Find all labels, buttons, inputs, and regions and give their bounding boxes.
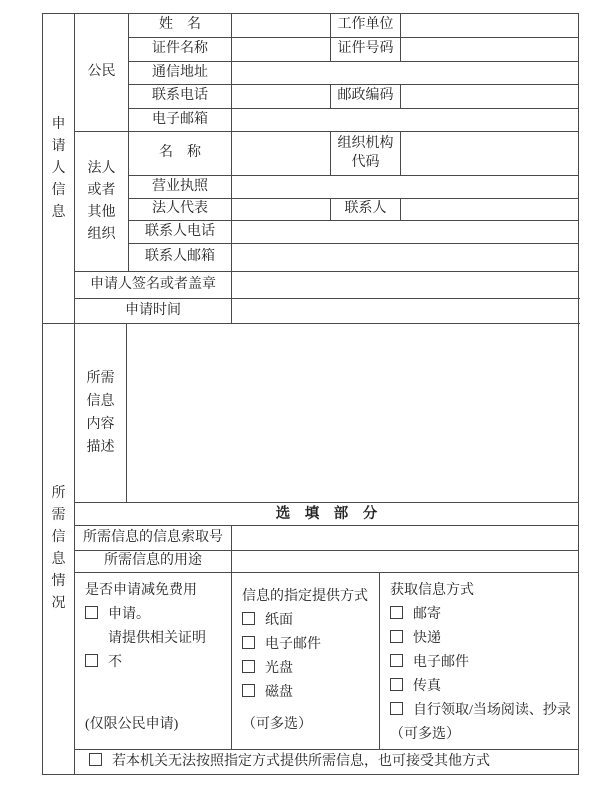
provide-method-footnote: （可多选） [242, 717, 312, 732]
input-cell-work-unit[interactable] [401, 14, 579, 38]
input-cell-info-index-no[interactable] [232, 526, 579, 551]
checkbox-label: 电子邮件 [265, 637, 321, 652]
checkbox-label: 自行领取/当场阅读、抄录 [413, 703, 571, 718]
other-method-label: 若本机关无法按照指定方式提供所需信息，也可接受其他方式 [112, 753, 490, 769]
label-legal-rep: 法人代表 [129, 199, 232, 221]
input-cell-business-license[interactable] [232, 176, 579, 199]
section-label-required-info [43, 324, 75, 775]
application-form [42, 13, 578, 775]
provide-method-cell [232, 573, 380, 750]
checkbox-label: 电子邮件 [413, 655, 469, 670]
input-cell-postcode[interactable] [401, 85, 579, 109]
label-postcode: 邮政编码 [331, 85, 401, 109]
checkbox-label: 纸面 [265, 613, 293, 628]
label-cert-name: 证件名称 [129, 38, 232, 62]
checkbox-option-fax[interactable] [390, 675, 574, 699]
label-signature: 申请人签名或者盖章 [75, 272, 232, 299]
label-info-index-no: 所需信息的信息索取号 [75, 526, 232, 551]
group-label-legal-org [75, 132, 129, 272]
checkbox-label: 不 [108, 655, 122, 670]
checkbox-icon[interactable] [242, 684, 255, 697]
checkbox-icon[interactable] [85, 606, 98, 619]
checkbox-option-express[interactable] [390, 627, 574, 651]
checkbox-label: 传真 [413, 679, 441, 694]
input-cell-contact[interactable] [401, 199, 579, 221]
checkbox-icon[interactable] [390, 630, 403, 643]
required-info-table [42, 323, 579, 775]
obtain-method-title: 获取信息方式 [390, 583, 474, 598]
label-business-license: 营业执照 [129, 176, 232, 199]
input-cell-name[interactable] [232, 14, 331, 38]
checkbox-option-disk[interactable] [242, 681, 375, 705]
provide-method-title: 信息的指定提供方式 [242, 589, 368, 604]
label-work-unit: 工作单位 [331, 14, 401, 38]
group-label-citizen: 公民 [75, 14, 129, 132]
checkbox-icon[interactable] [390, 606, 403, 619]
label-email: 电子邮箱 [129, 109, 232, 132]
label-cert-no: 证件号码 [331, 38, 401, 62]
fee-waiver-title: 是否申请减免费用 [85, 583, 197, 598]
applicant-info-table [42, 13, 579, 324]
label-address: 通信地址 [129, 62, 232, 85]
checkbox-icon[interactable] [89, 753, 102, 766]
label-org-name: 名 称 [129, 132, 232, 176]
checkbox-icon[interactable] [85, 654, 98, 667]
checkbox-label: 邮寄 [413, 607, 441, 622]
checkbox-label: 快递 [413, 631, 441, 646]
label-name: 姓 名 [129, 14, 232, 38]
label-contact: 联系人 [331, 199, 401, 221]
checkbox-label: 磁盘 [265, 685, 293, 700]
checkbox-option-cd[interactable] [242, 657, 375, 681]
checkbox-icon[interactable] [242, 636, 255, 649]
input-cell-cert-name[interactable] [232, 38, 331, 62]
applicant-info-vertical-label: 申请人信息 [51, 116, 66, 220]
fee-footnote: (仅限公民申请) [85, 717, 179, 732]
checkbox-option-fee-no[interactable] [85, 651, 227, 675]
obtain-method-footnote: （可多选） [390, 727, 460, 742]
checkbox-icon[interactable] [390, 654, 403, 667]
checkbox-label: 光盘 [265, 661, 293, 676]
checkbox-label: 申请。 [108, 607, 150, 622]
input-cell-cert-no[interactable] [401, 38, 579, 62]
fee-apply-note: 请提供相关证明 [108, 631, 206, 646]
input-cell-legal-rep[interactable] [232, 199, 331, 221]
label-info-description [75, 324, 127, 503]
checkbox-icon[interactable] [242, 660, 255, 673]
section-label-applicant-info [43, 14, 75, 324]
checkbox-option-mail[interactable] [390, 603, 574, 627]
checkbox-option-paper[interactable] [242, 609, 375, 633]
checkbox-option-email-obtain[interactable] [390, 651, 574, 675]
input-cell-contact-email[interactable] [232, 244, 579, 272]
legal-org-label: 法人或者其他组织 [87, 160, 116, 242]
checkbox-icon[interactable] [242, 612, 255, 625]
input-cell-apply-time[interactable] [232, 299, 579, 324]
input-cell-phone[interactable] [232, 85, 331, 109]
info-description-label: 所需信息内容描述 [86, 371, 115, 455]
input-cell-org-code[interactable] [401, 132, 579, 176]
input-cell-email[interactable] [232, 109, 579, 132]
label-org-code: 组织机构代码 [331, 132, 401, 176]
required-info-vertical-label: 所需信息情况 [51, 486, 66, 611]
checkbox-option-self-pickup[interactable] [390, 699, 574, 723]
optional-section-header: 选 填 部 分 [75, 503, 579, 526]
label-apply-time: 申请时间 [75, 299, 232, 324]
input-cell-info-usage[interactable] [232, 551, 579, 573]
checkbox-icon[interactable] [390, 702, 403, 715]
input-cell-signature[interactable] [232, 272, 579, 299]
input-cell-address[interactable] [232, 62, 579, 85]
fee-waiver-cell [75, 573, 232, 750]
label-contact-email: 联系人邮箱 [129, 244, 232, 272]
input-cell-info-description[interactable] [127, 324, 579, 503]
label-phone: 联系电话 [129, 85, 232, 109]
checkbox-option-email-provide[interactable] [242, 633, 375, 657]
checkbox-option-fee-apply[interactable] [85, 603, 227, 627]
obtain-method-cell [380, 573, 579, 750]
other-method-row[interactable] [75, 750, 579, 775]
checkbox-icon[interactable] [390, 678, 403, 691]
label-info-usage: 所需信息的用途 [75, 551, 232, 573]
input-cell-org-name[interactable] [232, 132, 331, 176]
label-contact-phone: 联系人电话 [129, 221, 232, 244]
input-cell-contact-phone[interactable] [232, 221, 579, 244]
